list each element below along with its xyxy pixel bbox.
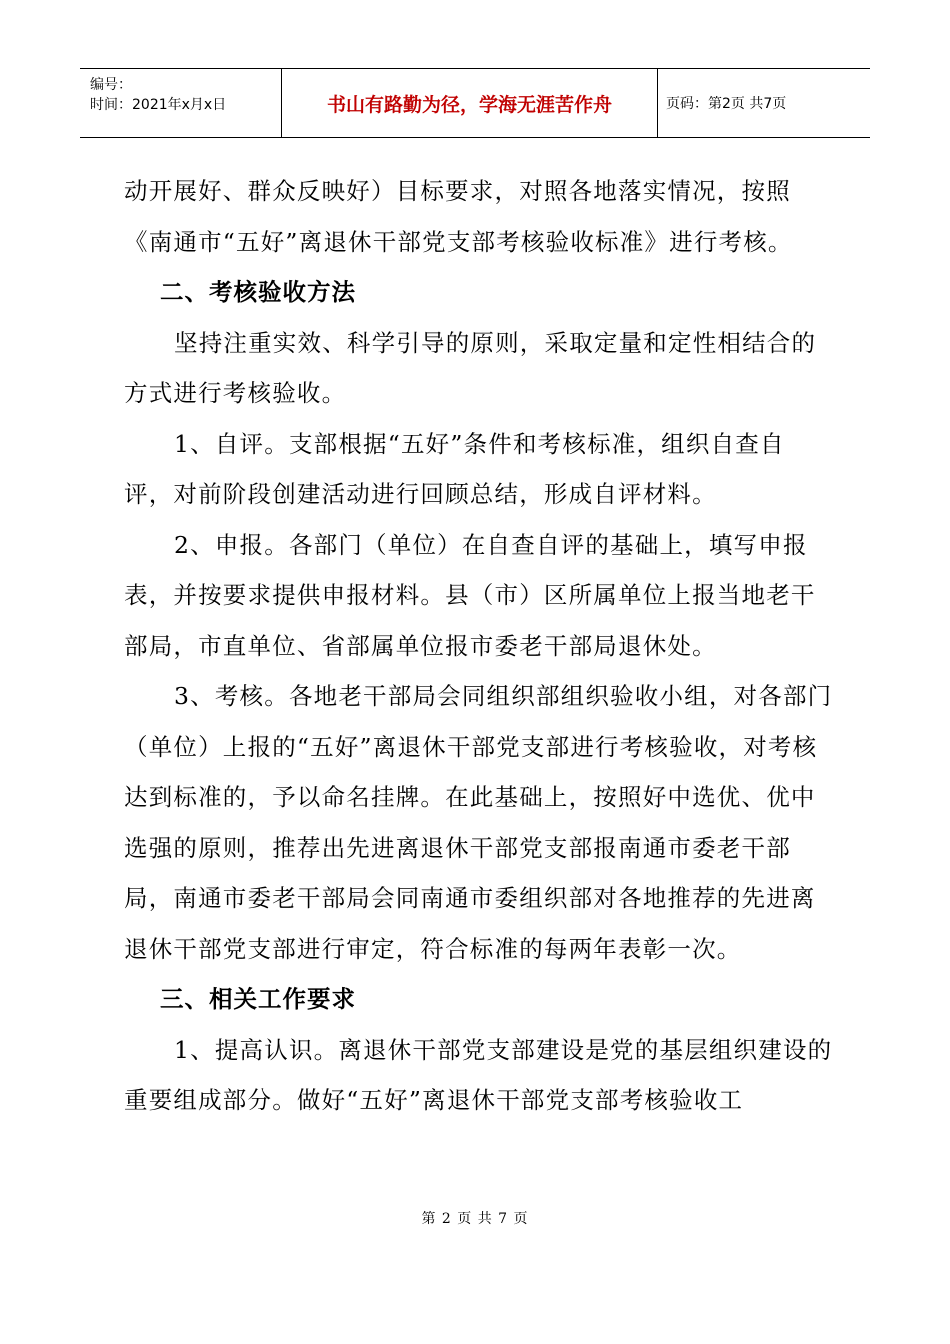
header-page-info: 页码：第2页 共7页 — [666, 96, 787, 112]
document-body — [124, 166, 834, 1126]
page-footer: 第 2 页 共 7 页 — [421, 1211, 529, 1227]
document-number: 编号： — [90, 77, 132, 93]
page-header — [80, 68, 870, 138]
section-heading-2: 二、考核验收方法 — [160, 278, 356, 306]
header-motto: 书山有路勤为径，学海无涯苦作舟 — [282, 69, 658, 137]
document-date: 时间：2021年x月x日 — [90, 97, 227, 113]
paragraph-3: 1、自评。支部根据“五好”条件和考核标准，组织自查自评，对前阶段创建活动进行回顾总结，形成自评材料。 — [124, 429, 785, 508]
section-heading-3: 三、相关工作要求 — [160, 985, 356, 1013]
paragraph-6: 1、提高认识。离退休干部党支部建设是党的基层组织建设的重要组成部分。做好“五好”离退休干部党支部考核验收工 — [124, 1035, 833, 1114]
paragraph-1: 动开展好、群众反映好）目标要求，对照各地落实情况，按照《南通市“五好”离退休干部党支部考核验收标准》进行考核。 — [124, 177, 793, 256]
paragraph-2: 坚持注重实效、科学引导的原则，采取定量和定性相结合的方式进行考核验收。 — [124, 328, 817, 407]
paragraph-4: 2、申报。各部门（单位）在自查自评的基础上，填写申报表，并按要求提供申报材料。县（市）区所属单位上报当地老干部局，市直单位、省部属单位报市委老干部局退休处。 — [124, 530, 816, 660]
header-meta — [80, 69, 282, 137]
paragraph-5: 3、考核。各地老干部局会同组织部组织验收小组，对各部门（单位）上报的“五好”离退休干部党支部进行考核验收，对考核达到标准的，予以命名挂牌。在此基础上，按照好中选优、优中选强的原则，推荐出先进离退休干部党支部报南通市委老干部局，南通市委老干部局会同南通市委组织部对各地推荐的先进离退休干部党支部进行审定，符合标准的每两年表彰一次。 — [124, 682, 833, 963]
